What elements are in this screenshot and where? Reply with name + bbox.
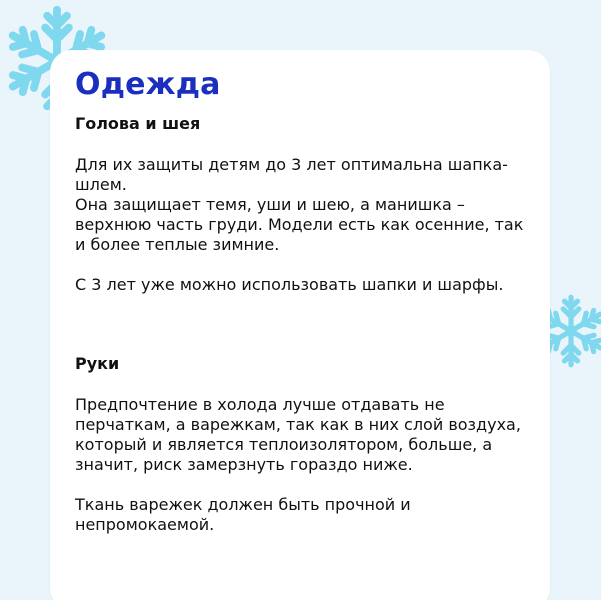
text-line: Предпочтение в холода лучше отдавать не (75, 395, 445, 414)
text-line: значит, риск замерзнуть гораздо ниже. (75, 455, 413, 474)
text-line: С 3 лет уже можно использовать шапки и шарфы. (75, 275, 504, 294)
text-line: верхнюю часть груди. Модели есть как осенние, так (75, 215, 524, 234)
text-line: непромокаемой. (75, 515, 215, 534)
text-line: Ткань варежек должен быть прочной и (75, 495, 411, 514)
text-line: который и является теплоизолятором, больше, а (75, 435, 493, 454)
page-title: Одежда (75, 67, 221, 102)
text-line: перчаткам, а варежкам, так как в них слой воздуха, (75, 415, 521, 434)
content-card (50, 50, 550, 600)
paragraph-hands-1 (75, 395, 535, 475)
section-heading-head-neck: Голова и шея (75, 114, 201, 133)
text-line: и более теплые зимние. (75, 235, 280, 254)
text-line: Для их защиты детям до 3 лет оптимальна шапка- (75, 155, 508, 174)
paragraph-hands-2 (75, 495, 535, 535)
paragraph-head-neck-1 (75, 155, 535, 255)
text-line: Она защищает темя, уши и шею, а манишка – (75, 195, 465, 214)
text-line: шлем. (75, 175, 127, 194)
paragraph-head-neck-2 (75, 275, 535, 295)
section-heading-hands: Руки (75, 354, 120, 373)
